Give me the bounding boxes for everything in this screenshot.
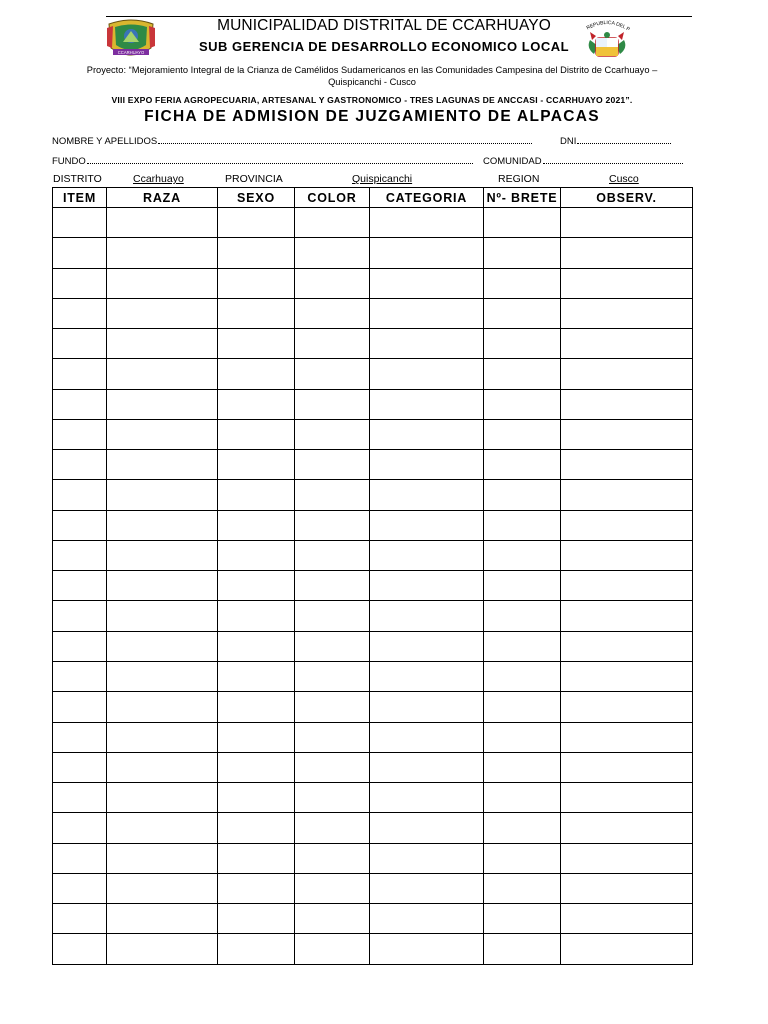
table-cell[interactable] bbox=[561, 238, 693, 268]
table-cell[interactable] bbox=[107, 873, 218, 903]
col-header-color: COLOR bbox=[295, 188, 370, 208]
table-cell[interactable] bbox=[370, 329, 484, 359]
table-cell[interactable] bbox=[107, 510, 218, 540]
table-row bbox=[53, 419, 693, 449]
table-cell[interactable] bbox=[107, 389, 218, 419]
table-row bbox=[53, 722, 693, 752]
table-cell[interactable] bbox=[53, 692, 107, 722]
table-cell[interactable] bbox=[218, 661, 295, 691]
table-cell[interactable] bbox=[370, 238, 484, 268]
table-cell[interactable] bbox=[53, 208, 107, 238]
table-cell[interactable] bbox=[107, 631, 218, 661]
dni-dots bbox=[577, 134, 671, 144]
table-row bbox=[53, 752, 693, 782]
table-cell[interactable] bbox=[370, 601, 484, 631]
table-cell[interactable] bbox=[107, 359, 218, 389]
table-cell[interactable] bbox=[218, 601, 295, 631]
nombre-label: NOMBRE Y APELLIDOS bbox=[52, 136, 158, 147]
table-cell[interactable] bbox=[561, 450, 693, 480]
nombre-field[interactable] bbox=[52, 134, 532, 147]
table-cell[interactable] bbox=[370, 298, 484, 328]
table-cell[interactable] bbox=[53, 934, 107, 965]
table-cell[interactable] bbox=[561, 813, 693, 843]
table-cell[interactable] bbox=[218, 631, 295, 661]
table-cell[interactable] bbox=[484, 389, 561, 419]
table-cell[interactable] bbox=[561, 934, 693, 965]
table-cell[interactable] bbox=[107, 571, 218, 601]
table-cell[interactable] bbox=[107, 752, 218, 782]
table-cell[interactable] bbox=[295, 480, 370, 510]
table-cell[interactable] bbox=[107, 661, 218, 691]
table-cell[interactable] bbox=[218, 208, 295, 238]
table-cell[interactable] bbox=[218, 238, 295, 268]
table-cell[interactable] bbox=[561, 419, 693, 449]
table-row bbox=[53, 571, 693, 601]
table-cell[interactable] bbox=[107, 904, 218, 934]
table-cell[interactable] bbox=[370, 873, 484, 903]
table-row bbox=[53, 540, 693, 570]
coat-of-arms-caption: REPUBLICA DEL P bbox=[585, 19, 631, 33]
table-cell[interactable] bbox=[484, 450, 561, 480]
fundo-label: FUNDO bbox=[52, 156, 86, 167]
table-cell[interactable] bbox=[484, 208, 561, 238]
table-cell[interactable] bbox=[561, 268, 693, 298]
table-cell[interactable] bbox=[53, 510, 107, 540]
form-title: FICHA DE ADMISION DE JUZGAMIENTO DE ALPACAS bbox=[144, 108, 600, 125]
table-row bbox=[53, 450, 693, 480]
col-header-sexo: SEXO bbox=[218, 188, 295, 208]
table-row bbox=[53, 480, 693, 510]
table-cell[interactable] bbox=[561, 722, 693, 752]
table-cell[interactable] bbox=[484, 843, 561, 873]
table-cell[interactable] bbox=[218, 268, 295, 298]
table-cell[interactable] bbox=[295, 510, 370, 540]
table-cell[interactable] bbox=[561, 904, 693, 934]
table-cell[interactable] bbox=[218, 450, 295, 480]
comunidad-label: COMUNIDAD bbox=[483, 156, 542, 167]
distrito-label: DISTRITO bbox=[53, 173, 102, 185]
comunidad-dots bbox=[543, 154, 683, 164]
table-cell[interactable] bbox=[107, 208, 218, 238]
table-cell[interactable] bbox=[484, 298, 561, 328]
table-cell[interactable] bbox=[484, 480, 561, 510]
table-cell[interactable] bbox=[484, 540, 561, 570]
table-cell[interactable] bbox=[107, 268, 218, 298]
table-cell[interactable] bbox=[561, 873, 693, 903]
table-cell[interactable] bbox=[561, 359, 693, 389]
table-cell[interactable] bbox=[107, 722, 218, 752]
table-cell[interactable] bbox=[484, 934, 561, 965]
table-cell[interactable] bbox=[561, 510, 693, 540]
table-cell[interactable] bbox=[484, 752, 561, 782]
table-cell[interactable] bbox=[107, 601, 218, 631]
table-cell[interactable] bbox=[295, 238, 370, 268]
table-cell[interactable] bbox=[484, 783, 561, 813]
table-cell[interactable] bbox=[295, 389, 370, 419]
table-row bbox=[53, 843, 693, 873]
table-cell[interactable] bbox=[53, 419, 107, 449]
table-cell[interactable] bbox=[218, 480, 295, 510]
table-cell[interactable] bbox=[295, 934, 370, 965]
project-line-1: Proyecto: “Mejoramiento Integral de la Crianza de Camélidos Sudamericanos en las Comunidades Campesina del Distrito de Ccarhuayo – bbox=[86, 65, 658, 75]
table-cell[interactable] bbox=[107, 843, 218, 873]
table-cell[interactable] bbox=[295, 601, 370, 631]
table-cell[interactable] bbox=[370, 692, 484, 722]
dni-label: DNI bbox=[560, 136, 577, 147]
table-row bbox=[53, 873, 693, 903]
table-cell[interactable] bbox=[295, 692, 370, 722]
table-cell[interactable] bbox=[218, 692, 295, 722]
table-cell[interactable] bbox=[370, 389, 484, 419]
table-cell[interactable] bbox=[218, 934, 295, 965]
table-cell[interactable] bbox=[53, 904, 107, 934]
table-cell[interactable] bbox=[561, 692, 693, 722]
table-cell[interactable] bbox=[561, 389, 693, 419]
table-cell[interactable] bbox=[53, 722, 107, 752]
table-cell[interactable] bbox=[561, 752, 693, 782]
table-cell[interactable] bbox=[484, 268, 561, 298]
nombre-dots bbox=[158, 134, 532, 144]
table-cell[interactable] bbox=[295, 813, 370, 843]
table-cell[interactable] bbox=[53, 631, 107, 661]
table-cell[interactable] bbox=[561, 601, 693, 631]
table-cell[interactable] bbox=[370, 783, 484, 813]
table-header-row bbox=[53, 188, 693, 208]
table-cell[interactable] bbox=[370, 631, 484, 661]
table-cell[interactable] bbox=[484, 571, 561, 601]
table-cell[interactable] bbox=[53, 238, 107, 268]
table-cell[interactable] bbox=[53, 873, 107, 903]
table-cell[interactable] bbox=[370, 722, 484, 752]
table-row bbox=[53, 904, 693, 934]
table-row bbox=[53, 813, 693, 843]
table-cell[interactable] bbox=[370, 480, 484, 510]
table-cell[interactable] bbox=[218, 843, 295, 873]
table-cell[interactable] bbox=[107, 450, 218, 480]
table-row bbox=[53, 238, 693, 268]
dni-field[interactable] bbox=[560, 134, 671, 147]
sub-title: SUB GERENCIA DE DESARROLLO ECONOMICO LOCAL bbox=[198, 39, 570, 54]
table-cell[interactable] bbox=[295, 419, 370, 449]
table-cell[interactable] bbox=[107, 783, 218, 813]
table-cell[interactable] bbox=[53, 389, 107, 419]
provincia-value: Quispicanchi bbox=[352, 173, 413, 185]
table-cell[interactable] bbox=[218, 752, 295, 782]
provincia-label: PROVINCIA bbox=[225, 173, 283, 185]
table-cell[interactable] bbox=[53, 298, 107, 328]
table-cell[interactable] bbox=[218, 571, 295, 601]
table-cell[interactable] bbox=[218, 904, 295, 934]
table-cell[interactable] bbox=[484, 722, 561, 752]
table-cell[interactable] bbox=[484, 359, 561, 389]
table-cell[interactable] bbox=[484, 631, 561, 661]
expo-text: VIII EXPO FERIA AGROPECUARIA, ARTESANAL Y GASTRONOMICO - TRES LAGUNAS DE ANCCASI - CCARHUAYO 2021”. bbox=[111, 95, 633, 105]
table-body bbox=[53, 208, 693, 965]
table-cell[interactable] bbox=[218, 298, 295, 328]
table-cell[interactable] bbox=[295, 873, 370, 903]
table-cell[interactable] bbox=[107, 540, 218, 570]
table-cell[interactable] bbox=[561, 480, 693, 510]
table-cell[interactable] bbox=[295, 571, 370, 601]
table-cell[interactable] bbox=[295, 752, 370, 782]
table-row bbox=[53, 934, 693, 965]
table-cell[interactable] bbox=[484, 419, 561, 449]
table-cell[interactable] bbox=[484, 873, 561, 903]
table-cell[interactable] bbox=[53, 752, 107, 782]
table-cell[interactable] bbox=[53, 571, 107, 601]
table-cell[interactable] bbox=[295, 450, 370, 480]
table-cell[interactable] bbox=[295, 268, 370, 298]
table-cell[interactable] bbox=[295, 329, 370, 359]
table-cell[interactable] bbox=[561, 571, 693, 601]
table-cell[interactable] bbox=[561, 329, 693, 359]
region-value: Cusco bbox=[609, 173, 639, 185]
table-cell[interactable] bbox=[370, 752, 484, 782]
table-cell[interactable] bbox=[107, 480, 218, 510]
table-cell[interactable] bbox=[107, 419, 218, 449]
table-cell[interactable] bbox=[561, 208, 693, 238]
table-cell[interactable] bbox=[370, 208, 484, 238]
table-row bbox=[53, 692, 693, 722]
table-cell[interactable] bbox=[107, 934, 218, 965]
table-cell[interactable] bbox=[484, 904, 561, 934]
table-cell[interactable] bbox=[53, 329, 107, 359]
table-cell[interactable] bbox=[107, 692, 218, 722]
table-cell[interactable] bbox=[561, 661, 693, 691]
table-row bbox=[53, 329, 693, 359]
table-cell[interactable] bbox=[53, 480, 107, 510]
table-cell[interactable] bbox=[295, 722, 370, 752]
table-cell[interactable] bbox=[370, 571, 484, 601]
fundo-dots bbox=[87, 154, 473, 164]
table-cell[interactable] bbox=[484, 813, 561, 843]
table-row bbox=[53, 601, 693, 631]
table-cell[interactable] bbox=[295, 540, 370, 570]
table-cell[interactable] bbox=[484, 238, 561, 268]
table-cell[interactable] bbox=[218, 510, 295, 540]
table-cell[interactable] bbox=[370, 661, 484, 691]
table-row bbox=[53, 298, 693, 328]
table-cell[interactable] bbox=[218, 873, 295, 903]
table-cell[interactable] bbox=[107, 329, 218, 359]
comunidad-field[interactable] bbox=[483, 154, 683, 167]
table-cell[interactable] bbox=[561, 631, 693, 661]
table-cell[interactable] bbox=[370, 268, 484, 298]
table-cell[interactable] bbox=[484, 510, 561, 540]
table-cell[interactable] bbox=[218, 540, 295, 570]
table-cell[interactable] bbox=[107, 238, 218, 268]
table-cell[interactable] bbox=[295, 904, 370, 934]
table-cell[interactable] bbox=[370, 450, 484, 480]
table-cell[interactable] bbox=[107, 298, 218, 328]
table-cell[interactable] bbox=[370, 813, 484, 843]
table-cell[interactable] bbox=[218, 419, 295, 449]
table-cell[interactable] bbox=[295, 208, 370, 238]
project-text bbox=[52, 64, 692, 88]
table-cell[interactable] bbox=[370, 934, 484, 965]
table-cell[interactable] bbox=[561, 298, 693, 328]
table-cell[interactable] bbox=[218, 783, 295, 813]
table-row bbox=[53, 510, 693, 540]
table-cell[interactable] bbox=[370, 359, 484, 389]
table-cell[interactable] bbox=[218, 389, 295, 419]
table-cell[interactable] bbox=[53, 813, 107, 843]
table-cell[interactable] bbox=[370, 843, 484, 873]
table-cell[interactable] bbox=[53, 843, 107, 873]
table-row bbox=[53, 783, 693, 813]
fundo-field[interactable] bbox=[52, 154, 473, 167]
table-cell[interactable] bbox=[295, 843, 370, 873]
col-header-raza: RAZA bbox=[107, 188, 218, 208]
table-cell[interactable] bbox=[295, 359, 370, 389]
table-cell[interactable] bbox=[295, 298, 370, 328]
table-row bbox=[53, 268, 693, 298]
table-cell[interactable] bbox=[295, 783, 370, 813]
table-cell[interactable] bbox=[53, 661, 107, 691]
org-title: MUNICIPALIDAD DISTRITAL DE CCARHUAYO bbox=[217, 17, 551, 34]
table-cell[interactable] bbox=[218, 329, 295, 359]
table-cell[interactable] bbox=[218, 813, 295, 843]
table-cell[interactable] bbox=[370, 904, 484, 934]
table-cell[interactable] bbox=[484, 329, 561, 359]
table-cell[interactable] bbox=[484, 692, 561, 722]
project-line-2: Quispicanchi - Cusco bbox=[328, 77, 416, 87]
table-cell[interactable] bbox=[370, 510, 484, 540]
table-cell[interactable] bbox=[561, 783, 693, 813]
table-row bbox=[53, 389, 693, 419]
table-cell[interactable] bbox=[370, 419, 484, 449]
table-cell[interactable] bbox=[53, 783, 107, 813]
region-label: REGION bbox=[498, 173, 540, 185]
alpaca-admission-table bbox=[52, 187, 693, 965]
col-header-item: ITEM bbox=[53, 188, 107, 208]
table-cell[interactable] bbox=[107, 813, 218, 843]
table-cell[interactable] bbox=[370, 540, 484, 570]
table-row bbox=[53, 208, 693, 238]
col-header-brete: Nº- BRETE bbox=[484, 188, 561, 208]
table-cell[interactable] bbox=[218, 722, 295, 752]
table-cell[interactable] bbox=[484, 601, 561, 631]
table-cell[interactable] bbox=[295, 661, 370, 691]
table-cell[interactable] bbox=[561, 843, 693, 873]
table-cell[interactable] bbox=[53, 268, 107, 298]
table-cell[interactable] bbox=[53, 450, 107, 480]
table-row bbox=[53, 661, 693, 691]
table-cell[interactable] bbox=[561, 540, 693, 570]
table-row bbox=[53, 359, 693, 389]
table-cell[interactable] bbox=[53, 601, 107, 631]
table-cell[interactable] bbox=[218, 359, 295, 389]
distrito-value: Ccarhuayo bbox=[133, 173, 184, 185]
crest-label: CCARHUAYO bbox=[117, 50, 145, 55]
table-cell[interactable] bbox=[53, 540, 107, 570]
col-header-categoria: CATEGORIA bbox=[370, 188, 484, 208]
table-cell[interactable] bbox=[295, 631, 370, 661]
table-cell[interactable] bbox=[53, 359, 107, 389]
table-cell[interactable] bbox=[484, 661, 561, 691]
col-header-observ: OBSERV. bbox=[561, 188, 693, 208]
table-row bbox=[53, 631, 693, 661]
